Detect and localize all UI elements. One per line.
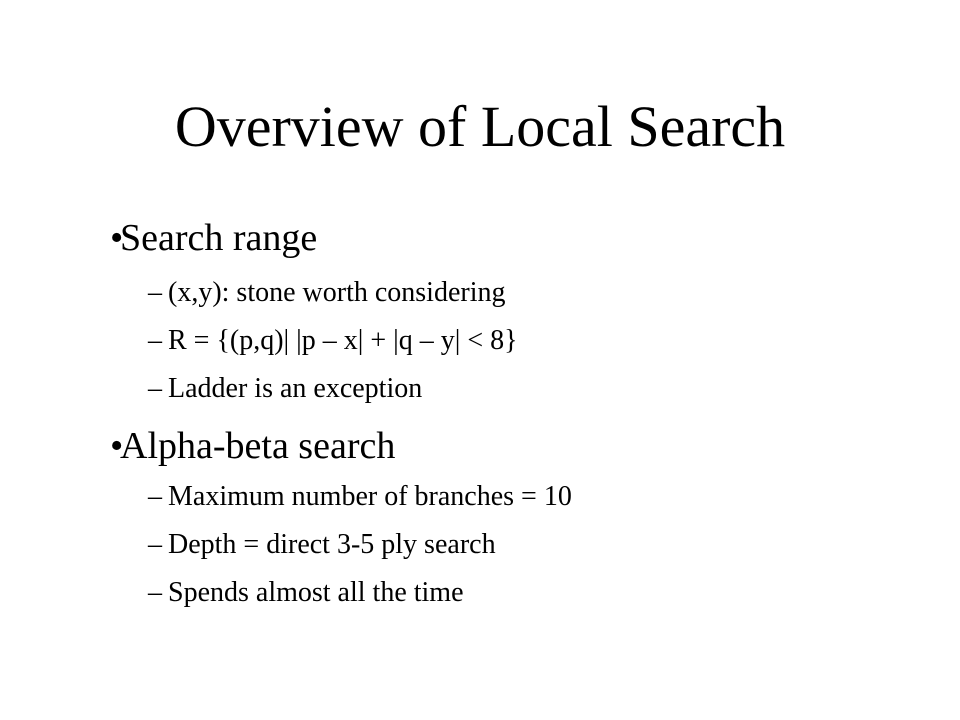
sub-item-text: Maximum number of branches = 10 — [168, 481, 572, 512]
sub-item-text: Spends almost all the time — [168, 577, 464, 608]
bullet-mark: • — [110, 425, 124, 467]
sub-item — [148, 528, 496, 562]
dash-mark: – — [148, 373, 162, 404]
dash-mark: – — [148, 529, 162, 560]
dash-mark: – — [148, 325, 162, 356]
dash-mark: – — [148, 481, 162, 512]
bullet-mark: • — [110, 217, 124, 259]
bullet-text: Alpha-beta search — [120, 425, 396, 467]
sub-item-text: Ladder is an exception — [168, 373, 423, 404]
sub-item — [148, 324, 518, 358]
slide-title: Overview of Local Search — [174, 94, 786, 159]
sub-item-text: R = {(p,q)| |p – x| + |q – y| < 8} — [168, 325, 518, 356]
sub-item — [148, 576, 464, 610]
sub-item — [148, 276, 506, 310]
dash-mark: – — [148, 577, 162, 608]
bullet-text: Search range — [120, 217, 318, 259]
bullet-alpha-beta-search — [110, 424, 395, 468]
sub-item-text: Depth = direct 3-5 ply search — [168, 529, 496, 560]
sub-item — [148, 372, 422, 406]
sub-item — [148, 480, 572, 514]
sub-item-text: (x,y): stone worth considering — [168, 277, 506, 308]
dash-mark: – — [148, 277, 162, 308]
bullet-search-range — [110, 216, 317, 260]
